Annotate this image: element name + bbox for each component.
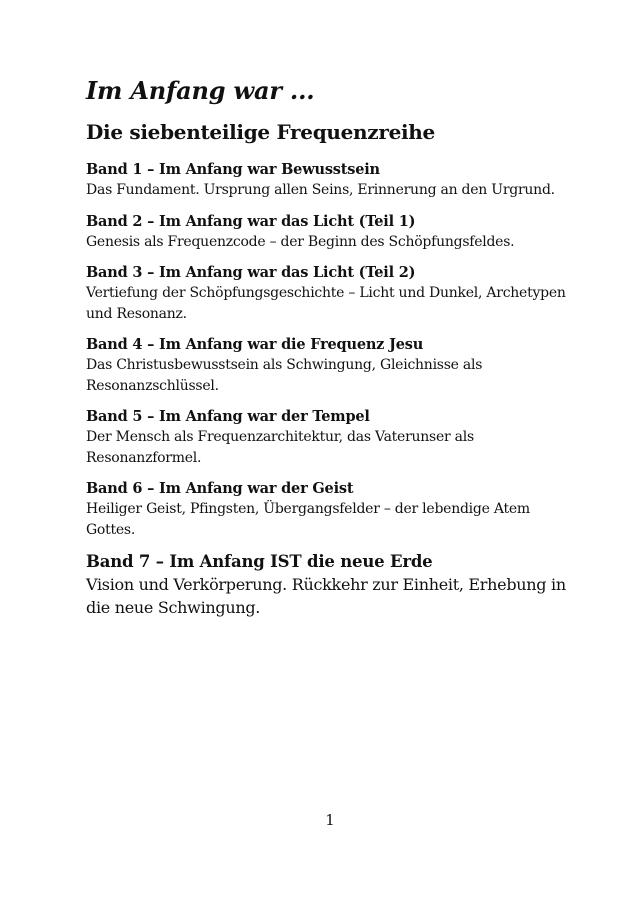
band-entry-1 [86, 160, 576, 201]
band-title: Band 1 – Im Anfang war Bewusstsein [86, 161, 380, 178]
band-entry-4 [86, 335, 576, 396]
band-entry-3 [86, 263, 576, 324]
band-entry-7 [86, 551, 576, 619]
band-entry-2 [86, 212, 576, 253]
band-title: Band 7 – Im Anfang IST die neue Erde [86, 552, 433, 571]
band-title: Band 4 – Im Anfang war die Frequenz Jesu [86, 336, 424, 353]
band-title: Band 6 – Im Anfang war der Geist [86, 480, 354, 497]
page-number: 1 [325, 811, 335, 829]
section-heading: Die siebenteilige Frequenzreihe [86, 120, 435, 144]
band-entry-5 [86, 407, 576, 468]
band-title: Band 2 – Im Anfang war das Licht (Teil 1) [86, 212, 416, 230]
band-title: Band 5 – Im Anfang war der Tempel [86, 408, 370, 425]
band-title: Band 3 – Im Anfang war das Licht (Teil 2) [86, 264, 416, 281]
series-title: Im Anfang war ... [86, 76, 315, 105]
band-description: Der Mensch als Frequenzarchitektur, das Vaterunser als Resonanzformel. [86, 429, 474, 466]
band-description: Das Christusbewusstsein als Schwingung, Gleichnisse als Resonanzschlüssel. [86, 357, 483, 394]
band-description: Vertiefung der Schöpfungsgeschichte – Licht und Dunkel, Archetypen und Resonanz. [86, 285, 566, 322]
band-description: Vision und Verkörperung. Rückkehr zur Einheit, Erhebung in die neue Schwingung. [86, 575, 566, 617]
band-description: Genesis als Frequenzcode – der Beginn des Schöpfungsfeldes. [86, 233, 515, 250]
document-page [86, 74, 576, 630]
band-entry-6 [86, 479, 576, 540]
band-description: Heiliger Geist, Pfingsten, Übergangsfelder – der lebendige Atem Gottes. [86, 501, 530, 538]
band-description: Das Fundament. Ursprung allen Seins, Erinnerung an den Urgrund. [86, 182, 555, 198]
